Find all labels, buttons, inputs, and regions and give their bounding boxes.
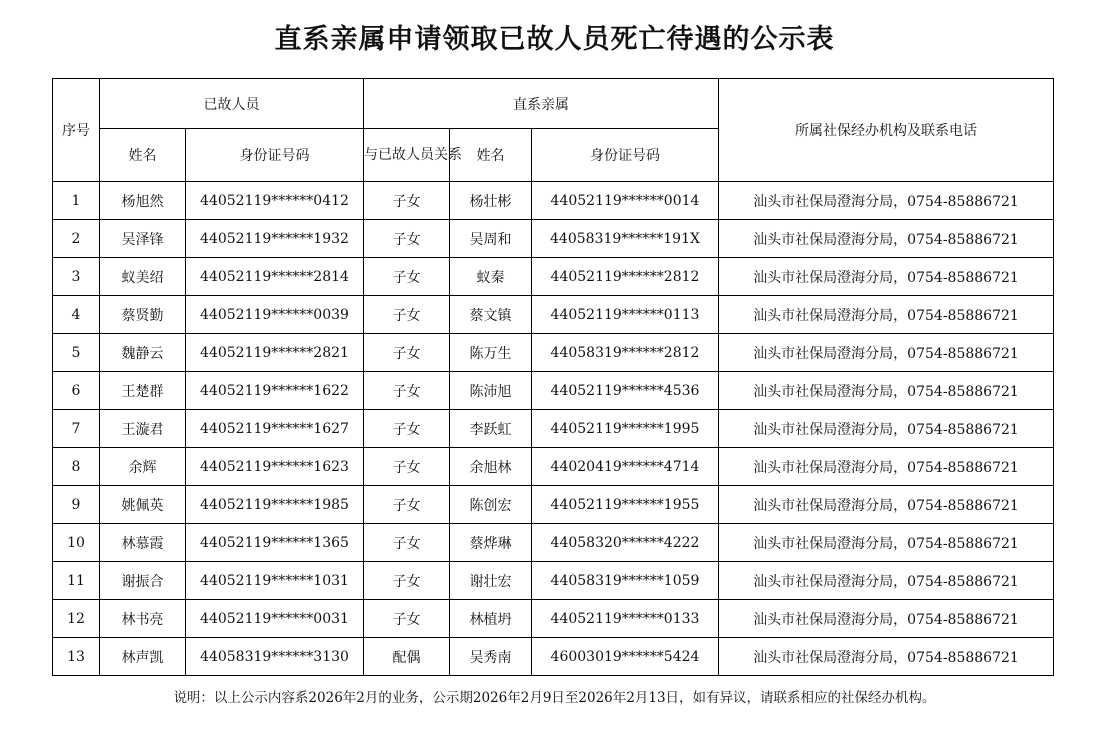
cell-relation: 子女 — [364, 448, 450, 486]
table-row — [53, 600, 1054, 638]
cell-deceased-name: 林慕霞 — [100, 524, 186, 562]
cell-seq: 2 — [53, 220, 100, 258]
cell-seq: 7 — [53, 410, 100, 448]
cell-agency: 汕头市社保局澄海分局，0754-85886721 — [719, 562, 1054, 600]
header-relative-name: 姓名 — [450, 129, 532, 182]
cell-deceased-id: 44052119******0031 — [186, 600, 364, 638]
cell-relative-id: 44052119******0014 — [532, 182, 719, 220]
cell-agency: 汕头市社保局澄海分局，0754-85886721 — [719, 486, 1054, 524]
header-deceased-group: 已故人员 — [100, 79, 364, 129]
header-row-top — [53, 79, 1054, 129]
cell-seq: 6 — [53, 372, 100, 410]
cell-deceased-id: 44052119******2814 — [186, 258, 364, 296]
cell-relative-id: 44052119******4536 — [532, 372, 719, 410]
cell-relative-name: 吴周和 — [450, 220, 532, 258]
cell-relative-id: 44052119******1995 — [532, 410, 719, 448]
cell-relative-id: 44058319******2812 — [532, 334, 719, 372]
table-row — [53, 258, 1054, 296]
cell-deceased-name: 魏静云 — [100, 334, 186, 372]
cell-relative-id: 44052119******0113 — [532, 296, 719, 334]
cell-relative-id: 44052119******1955 — [532, 486, 719, 524]
cell-agency: 汕头市社保局澄海分局，0754-85886721 — [719, 258, 1054, 296]
cell-relative-id: 44058319******191X — [532, 220, 719, 258]
table-row — [53, 524, 1054, 562]
cell-relative-name: 余旭林 — [450, 448, 532, 486]
cell-relation: 子女 — [364, 296, 450, 334]
cell-relative-name: 谢壮宏 — [450, 562, 532, 600]
cell-relative-id: 46003019******5424 — [532, 638, 719, 676]
cell-relation: 子女 — [364, 334, 450, 372]
header-relative-group: 直系亲属 — [364, 79, 719, 129]
header-relative-id: 身份证号码 — [532, 129, 719, 182]
cell-relative-name: 陈沛旭 — [450, 372, 532, 410]
cell-relative-id: 44058319******1059 — [532, 562, 719, 600]
cell-agency: 汕头市社保局澄海分局，0754-85886721 — [719, 182, 1054, 220]
cell-relative-name: 蚁秦 — [450, 258, 532, 296]
header-deceased-name: 姓名 — [100, 129, 186, 182]
cell-agency: 汕头市社保局澄海分局，0754-85886721 — [719, 600, 1054, 638]
cell-deceased-name: 蚁美绍 — [100, 258, 186, 296]
cell-seq: 3 — [53, 258, 100, 296]
cell-agency: 汕头市社保局澄海分局，0754-85886721 — [719, 372, 1054, 410]
header-seq: 序号 — [53, 79, 100, 182]
header-agency: 所属社保经办机构及联系电话 — [719, 79, 1054, 182]
table-body — [53, 182, 1054, 676]
cell-relative-name: 吴秀南 — [450, 638, 532, 676]
cell-deceased-id: 44052119******1985 — [186, 486, 364, 524]
cell-relative-id: 44052119******2812 — [532, 258, 719, 296]
cell-relative-name: 陈万生 — [450, 334, 532, 372]
cell-relation: 子女 — [364, 600, 450, 638]
cell-deceased-id: 44052119******2821 — [186, 334, 364, 372]
cell-deceased-id: 44052119******1365 — [186, 524, 364, 562]
cell-deceased-id: 44052119******1623 — [186, 448, 364, 486]
cell-deceased-name: 王漩君 — [100, 410, 186, 448]
cell-relation: 子女 — [364, 562, 450, 600]
notice-table — [52, 78, 1054, 676]
footnote: 说明：以上公示内容系2026年2月的业务，公示期2026年2月9日至2026年2月13日，如有异议，请联系相应的社保经办机构。 — [173, 690, 936, 706]
table-row — [53, 296, 1054, 334]
cell-deceased-name: 王楚群 — [100, 372, 186, 410]
cell-deceased-name: 杨旭然 — [100, 182, 186, 220]
cell-agency: 汕头市社保局澄海分局，0754-85886721 — [719, 334, 1054, 372]
cell-relative-name: 李跃虹 — [450, 410, 532, 448]
cell-relative-name: 杨壮彬 — [450, 182, 532, 220]
cell-relative-name: 陈创宏 — [450, 486, 532, 524]
cell-relative-id: 44058320******4222 — [532, 524, 719, 562]
cell-relation: 子女 — [364, 220, 450, 258]
cell-agency: 汕头市社保局澄海分局，0754-85886721 — [719, 524, 1054, 562]
table-row — [53, 486, 1054, 524]
cell-seq: 11 — [53, 562, 100, 600]
cell-agency: 汕头市社保局澄海分局，0754-85886721 — [719, 448, 1054, 486]
cell-relation: 子女 — [364, 182, 450, 220]
cell-relative-name: 林植坍 — [450, 600, 532, 638]
cell-relation: 子女 — [364, 410, 450, 448]
table-row — [53, 562, 1054, 600]
table-row — [53, 638, 1054, 676]
header-relation: 与已故人员关系 — [364, 129, 450, 182]
cell-seq: 5 — [53, 334, 100, 372]
table-row — [53, 372, 1054, 410]
cell-relative-name: 蔡烨琳 — [450, 524, 532, 562]
table-row — [53, 182, 1054, 220]
cell-seq: 10 — [53, 524, 100, 562]
cell-relation: 子女 — [364, 258, 450, 296]
cell-agency: 汕头市社保局澄海分局，0754-85886721 — [719, 220, 1054, 258]
cell-deceased-name: 谢振合 — [100, 562, 186, 600]
cell-deceased-name: 余辉 — [100, 448, 186, 486]
cell-deceased-id: 44052119******1622 — [186, 372, 364, 410]
cell-deceased-name: 林声凯 — [100, 638, 186, 676]
cell-deceased-id: 44052119******1627 — [186, 410, 364, 448]
cell-seq: 12 — [53, 600, 100, 638]
table-row — [53, 334, 1054, 372]
cell-seq: 8 — [53, 448, 100, 486]
cell-deceased-name: 林书亮 — [100, 600, 186, 638]
cell-seq: 13 — [53, 638, 100, 676]
cell-deceased-id: 44052119******1031 — [186, 562, 364, 600]
header-deceased-id: 身份证号码 — [186, 129, 364, 182]
cell-relative-id: 44052119******0133 — [532, 600, 719, 638]
page-title: 直系亲属申请领取已故人员死亡待遇的公示表 — [274, 24, 835, 55]
cell-relation: 子女 — [364, 372, 450, 410]
cell-seq: 4 — [53, 296, 100, 334]
cell-relative-name: 蔡文镇 — [450, 296, 532, 334]
cell-deceased-id: 44058319******3130 — [186, 638, 364, 676]
cell-agency: 汕头市社保局澄海分局，0754-85886721 — [719, 410, 1054, 448]
cell-seq: 1 — [53, 182, 100, 220]
cell-relation: 配偶 — [364, 638, 450, 676]
table-row — [53, 448, 1054, 486]
cell-deceased-id: 44052119******1932 — [186, 220, 364, 258]
cell-deceased-name: 姚佩英 — [100, 486, 186, 524]
table-row — [53, 220, 1054, 258]
cell-seq: 9 — [53, 486, 100, 524]
cell-deceased-id: 44052119******0039 — [186, 296, 364, 334]
cell-deceased-name: 吴泽锋 — [100, 220, 186, 258]
cell-relation: 子女 — [364, 524, 450, 562]
cell-deceased-name: 蔡贤勤 — [100, 296, 186, 334]
cell-relation: 子女 — [364, 486, 450, 524]
cell-agency: 汕头市社保局澄海分局，0754-85886721 — [719, 296, 1054, 334]
table-row — [53, 410, 1054, 448]
cell-deceased-id: 44052119******0412 — [186, 182, 364, 220]
cell-agency: 汕头市社保局澄海分局，0754-85886721 — [719, 638, 1054, 676]
cell-relative-id: 44020419******4714 — [532, 448, 719, 486]
